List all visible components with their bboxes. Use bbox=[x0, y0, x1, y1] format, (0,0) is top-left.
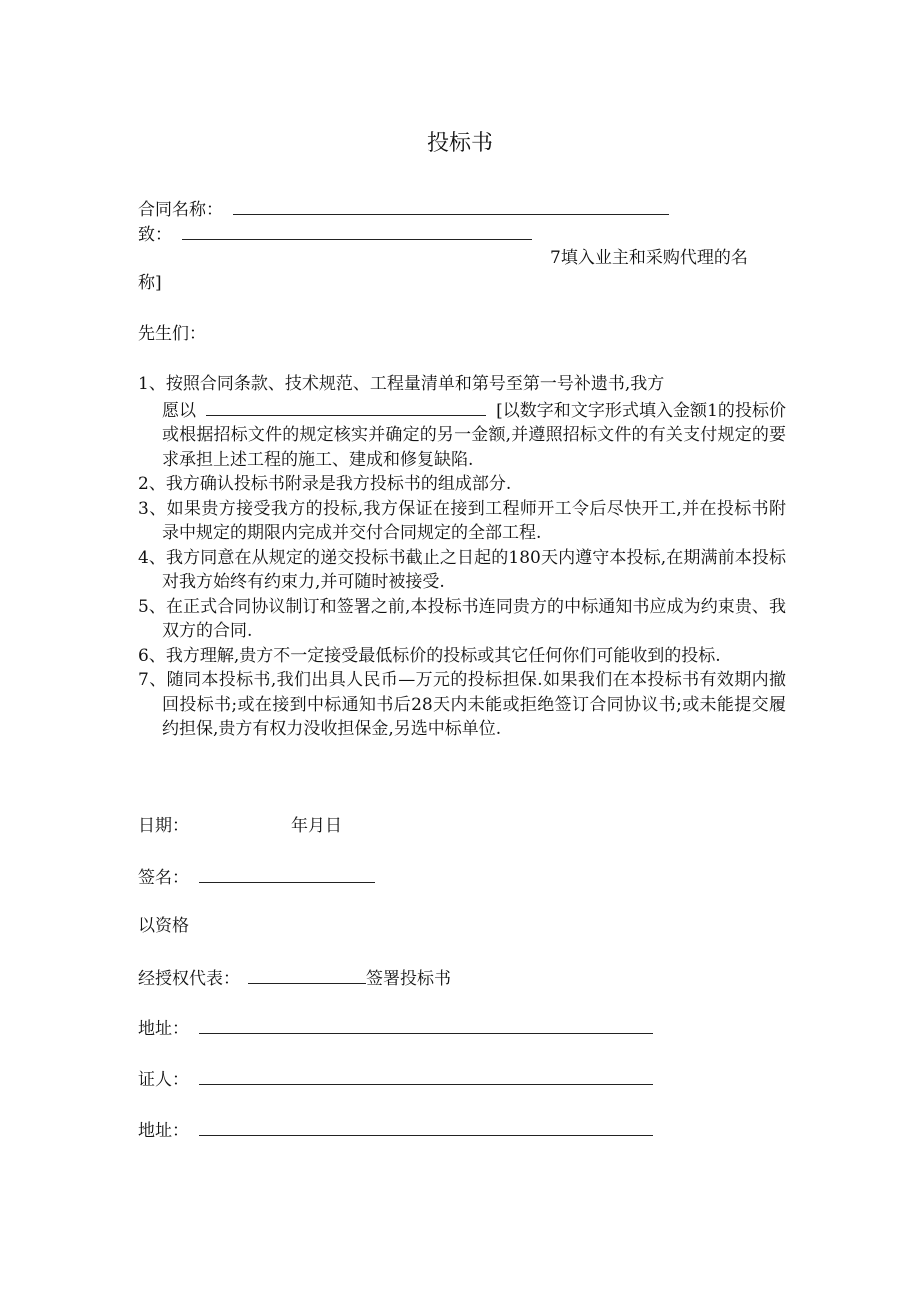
signature-line bbox=[138, 864, 375, 890]
address-label: 地址： bbox=[138, 1121, 189, 1141]
address-blank[interactable] bbox=[199, 1015, 653, 1034]
list-item: 3、如果贵方接受我方的投标,我方保证在接到工程师开工令后尽快开工,并在投标书附录中规定的期限内完成并交付合同规定的全部工程. bbox=[138, 498, 786, 543]
address-blank[interactable] bbox=[199, 1117, 653, 1136]
item-1-prefix: 愿以 bbox=[162, 400, 197, 421]
contract-name-line bbox=[138, 196, 669, 223]
fill-note-line-1: 7填入业主和采购代理的名 bbox=[550, 248, 748, 268]
contract-name-label: 合同名称： bbox=[138, 200, 223, 220]
addressee-blank[interactable] bbox=[182, 221, 532, 240]
addressee-label: 致： bbox=[138, 225, 172, 245]
capacity-line: 以资格 bbox=[138, 916, 189, 936]
list-item: 2、我方确认投标书附录是我方投标书的组成部分. bbox=[138, 474, 512, 494]
signature-blank[interactable] bbox=[199, 864, 375, 883]
bid-amount-blank[interactable] bbox=[206, 397, 486, 416]
authorized-label: 经授权代表： bbox=[138, 969, 240, 989]
item-1-suffix: [以数字和文字形式填入金额1的投 bbox=[496, 400, 752, 421]
greeting: 先生们： bbox=[138, 324, 206, 344]
authorized-blank[interactable] bbox=[248, 965, 366, 984]
addressee-line bbox=[138, 221, 532, 248]
date-value: 年月日 bbox=[291, 816, 342, 836]
item-1-rest: 标价或根据招标文件的规定核实并确定的另一金额,并遵照招标文件的有关支付规定的要求承担上述工程的施工、建成和修复缺陷. bbox=[162, 400, 787, 470]
list-item bbox=[138, 372, 786, 472]
authorized-suffix: 签署投标书 bbox=[366, 969, 451, 989]
contract-name-blank[interactable] bbox=[233, 196, 669, 215]
address-line-2 bbox=[138, 1117, 653, 1143]
document-title: 投标书 bbox=[426, 131, 493, 156]
item-1-line-1: 1、按照合同条款、技术规范、工程量清单和第号至第一号补遗书,我方 bbox=[138, 374, 665, 394]
list-item: 4、我方同意在从规定的递交投标书截止之日起的180天内遵守本投标,在期满前本投标对我方始终有约束力,并可随时被接受. bbox=[138, 547, 786, 592]
signature-label: 签名： bbox=[138, 868, 189, 888]
witness-blank[interactable] bbox=[199, 1066, 653, 1085]
date-label: 日期： bbox=[138, 816, 189, 836]
terms-list bbox=[138, 372, 786, 742]
fill-note-line-2: 称] bbox=[138, 273, 162, 293]
list-item: 5、在正式合同协议制订和签署之前,本投标书连同贵方的中标通知书应成为约束贵、我双方的合同. bbox=[138, 596, 786, 641]
witness-line bbox=[138, 1066, 653, 1092]
date-line bbox=[138, 814, 342, 838]
witness-label: 证人： bbox=[138, 1070, 189, 1090]
authorized-representative-line bbox=[138, 965, 451, 991]
address-line-1 bbox=[138, 1015, 653, 1041]
list-item: 7、随同本投标书,我们出具人民币—万元的投标担保.如果我们在本投标书有效期内撤回投标书;或在接到中标通知书后28天内未能或拒绝签订合同协议书;或未能提交履约担保,贵方有权力没收担保金,另选中标单位. bbox=[138, 670, 786, 739]
address-label: 地址： bbox=[138, 1019, 189, 1039]
list-item: 6、我方理解,贵方不一定接受最低标价的投标或其它任何你们可能收到的投标. bbox=[138, 645, 721, 666]
